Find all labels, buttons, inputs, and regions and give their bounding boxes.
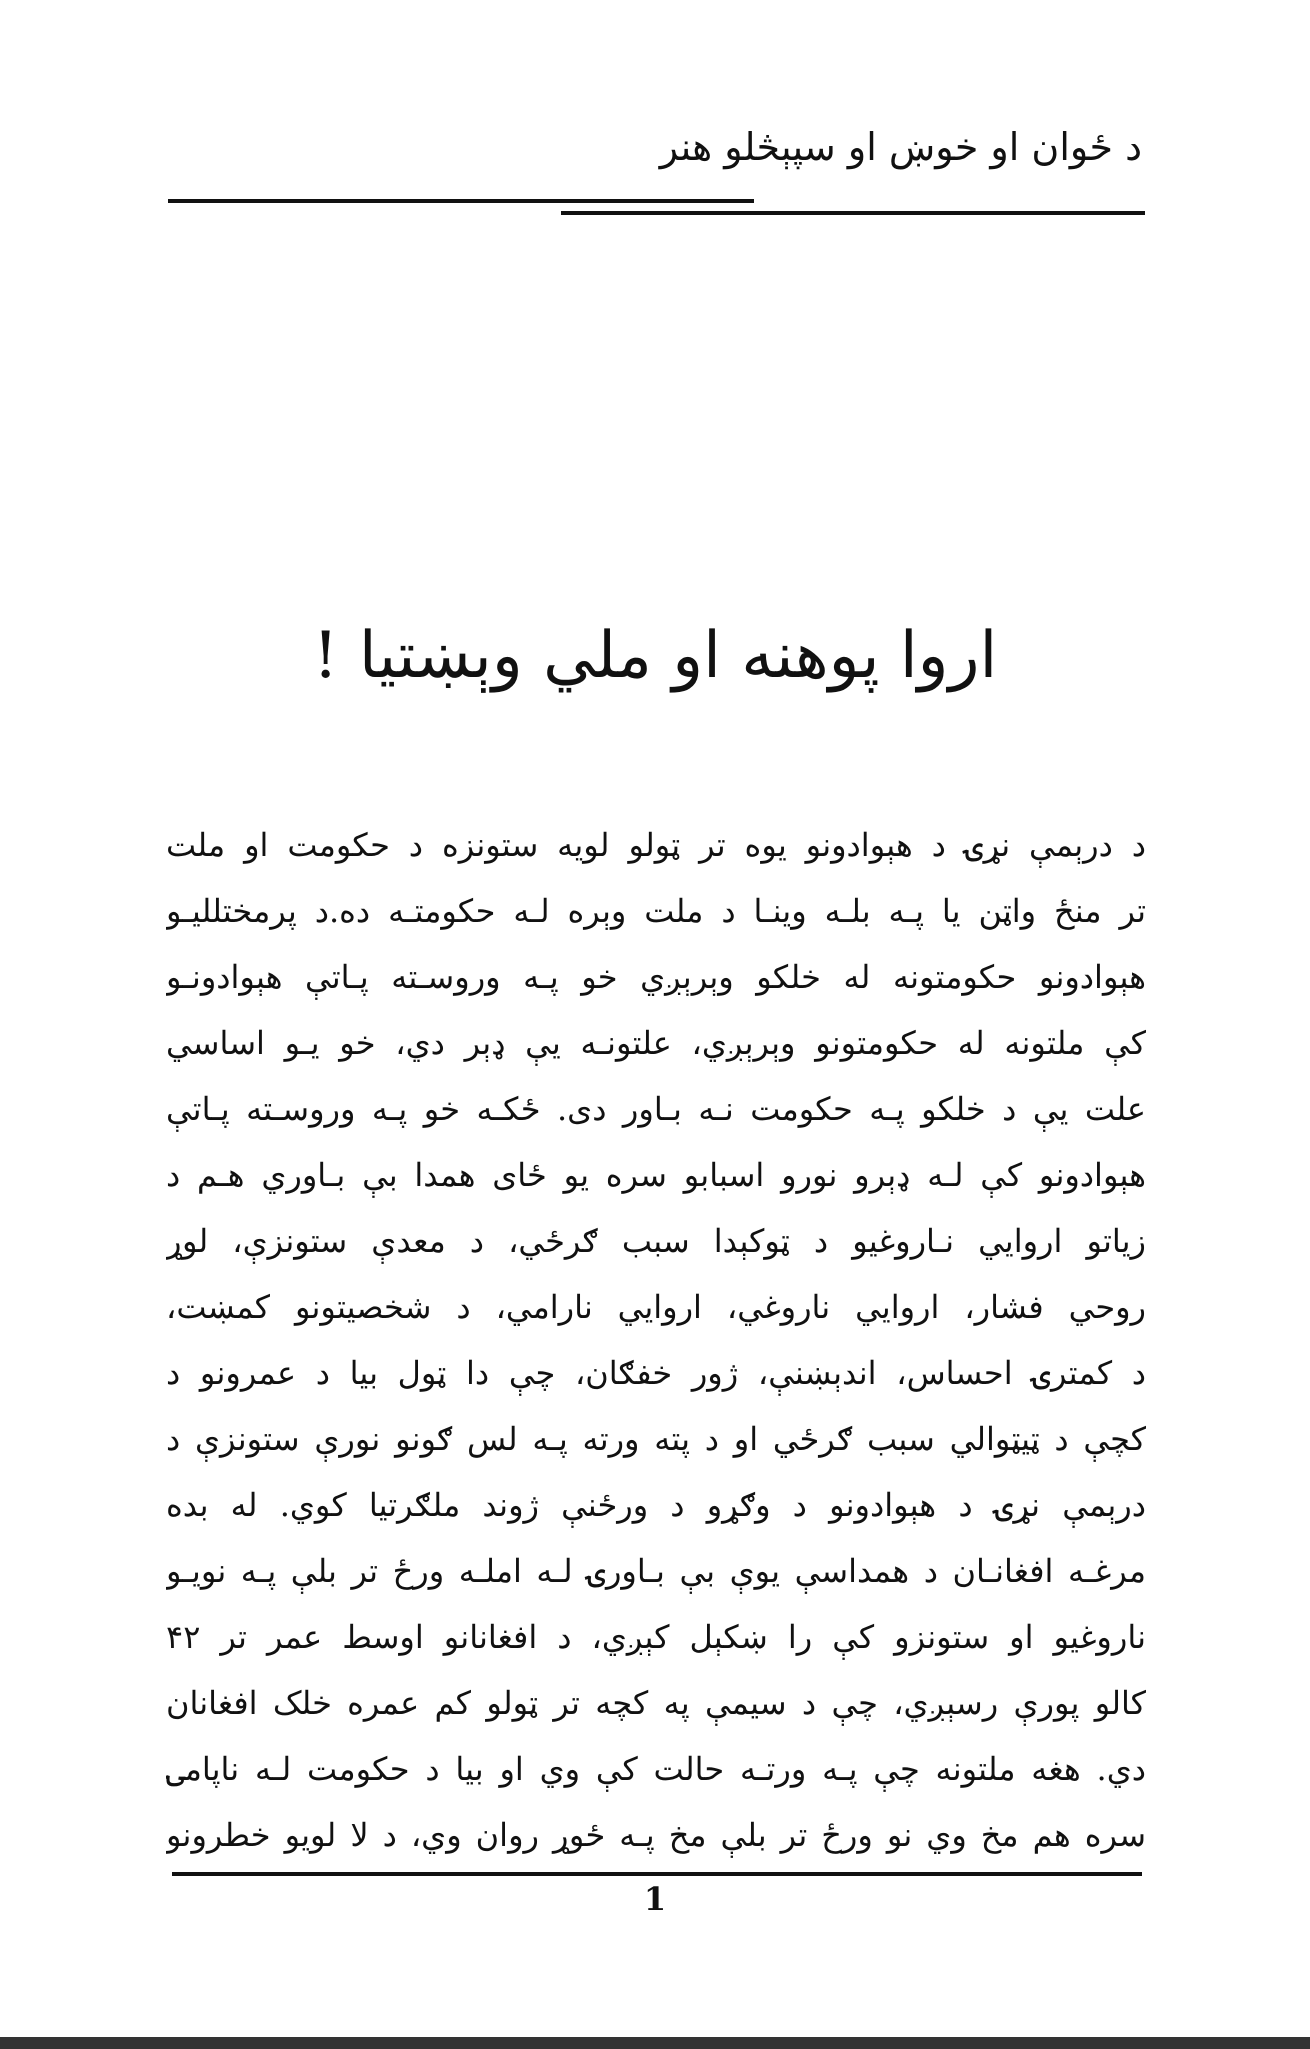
text-line: زیاتو اروایي نـاروغیو د ټوکېدا سبب ګرځي، د معدې ستونزې، لوړ	[166, 1222, 1146, 1260]
text-line: روحي فشار، اروایي ناروغي، اروایي نارامي، د شخصیتونو کمښت،	[166, 1288, 1146, 1326]
body-paragraph	[166, 812, 1146, 1868]
text-line: دي. هغه ملتونه چې پـه ورتـه حالت کې وي او بیا د حکومت لـه ناپامۍ	[166, 1750, 1146, 1788]
text-line: کچې د ټیټوالي سبب ګرځي او د پته ورته پـه لس ګونو نورې ستونزې د	[166, 1420, 1146, 1458]
header-rule-upper	[168, 199, 754, 203]
text-line: مرغـه افغانـان د همداسې یوې بې بـاورۍ لـه املـه ورځ تر بلې پـه نویـو	[166, 1552, 1146, 1590]
text-line: ناروغیو او ستونزو کې را ښکېل کېږي، د افغانانو اوسط عمر تر ۴۲	[166, 1618, 1146, 1656]
text-line: هېوادونو حکومتونه له خلکو وېرېږي خو پـه وروسـته پـاتې هېوادونـو	[166, 958, 1146, 996]
text-line: سره هم مخ وي نو ورځ تر بلې مخ پـه ځوړ روان وي، د لا لویو خطرونو	[166, 1816, 1146, 1854]
text-line: هېوادونو کې لـه ډېرو نورو اسبابو سره یو ځای همدا بې بـاوري هـم د	[166, 1156, 1146, 1194]
text-line: د درېمې نړۍ د هېوادونو یوه تر ټولو لویه ستونزه د حکومت او ملت	[166, 826, 1146, 864]
text-line: درېمې نړۍ د هېوادونو د وګړو د ورځنې ژوند ملګرتیا کوي. له بده	[166, 1486, 1146, 1524]
text-line: تر منځ واټن یا پـه بلـه وینـا د ملت وېره لـه حکومتـه ده.د پرمختللیـو	[166, 892, 1146, 930]
text-line: د کمترۍ احساس، اندېښنې، ژور خفګان، چې دا ټول بیا د عمرونو د	[166, 1354, 1146, 1392]
running-header-title: د ځوان او خوښ او سپېڅلو هنر	[659, 125, 1142, 169]
chapter-title: اروا پوهنه او ملي وېښتیا !	[312, 619, 998, 693]
page-number: 1	[643, 1880, 667, 1918]
header-rule-lower	[561, 211, 1145, 215]
text-line: کالو پورې رسېږي، چې د سیمې په کچه تر ټولو کم عمره خلک افغانان	[166, 1684, 1146, 1722]
viewer-bottom-edge	[0, 2037, 1310, 2049]
text-line: علت یې د خلکو پـه حکومت نـه بـاور دی. ځکـه خو پـه وروسـته پـاتې	[166, 1090, 1146, 1128]
text-line: کې ملتونه له حکومتونو وېرېږي، علتونـه یې ډېر دي، خو یـو اساسي	[166, 1024, 1146, 1062]
footer-rule	[172, 1872, 1142, 1876]
